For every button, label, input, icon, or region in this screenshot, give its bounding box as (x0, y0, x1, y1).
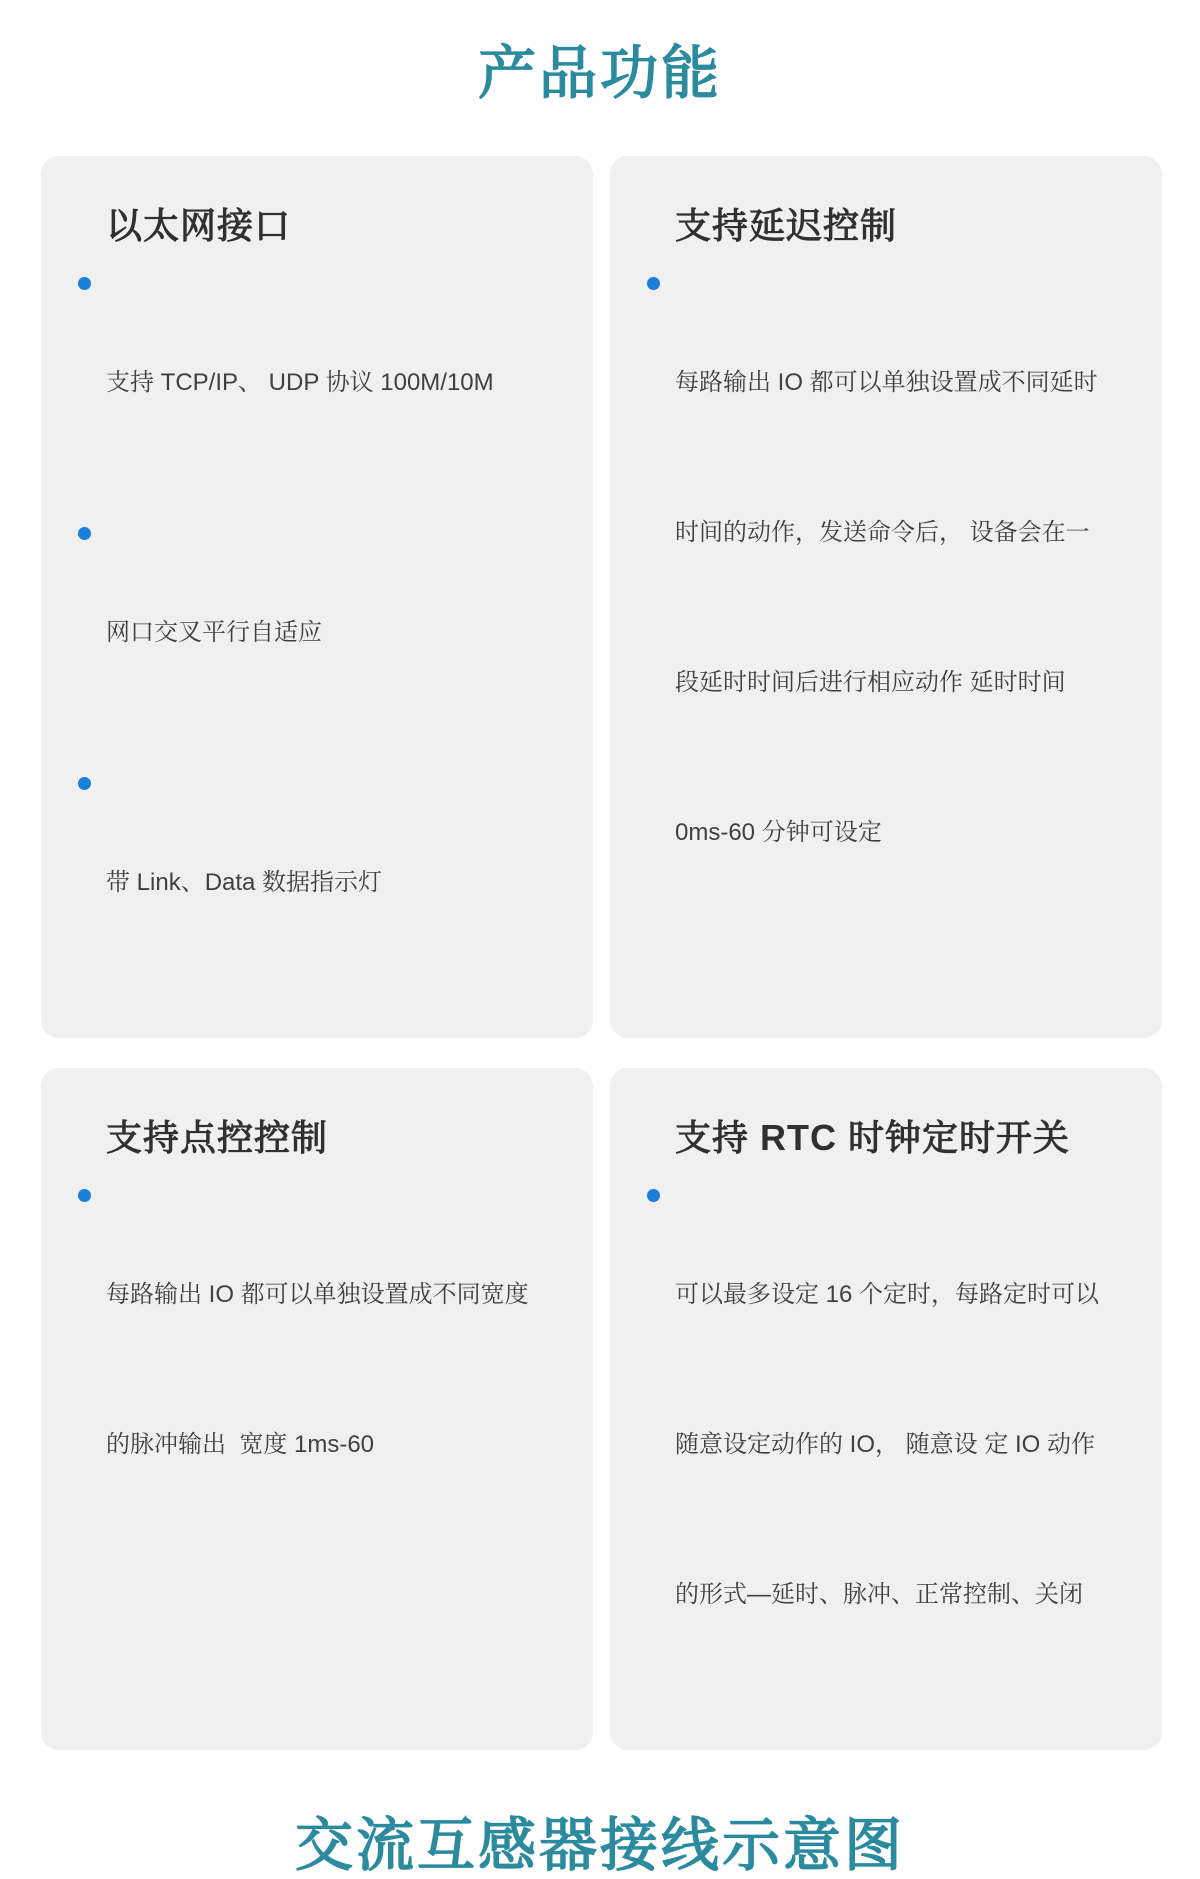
bullet-line: 可以最多设定 16 个定时，每路定时可以 (675, 1281, 1100, 1308)
bullet-dot-icon (647, 277, 660, 290)
feature-card-delay-control (610, 156, 1162, 1038)
bullet-line: 支持 TCP/IP、 UDP 协议 100M/10M (106, 369, 494, 396)
bullet-item (647, 1170, 1132, 1720)
bullet-line: 的形式—延时、脉冲、正常控制、关闭 (675, 1581, 1083, 1608)
bullet-item (78, 508, 563, 758)
card-title: 以太网接口 (106, 205, 292, 246)
bullet-item (647, 258, 1132, 958)
wiring-diagram-title: 交流互感器接线示意图 (294, 1813, 905, 1878)
bullet-line: 每路输出 IO 都可以单独设置成不同宽度 (106, 1281, 529, 1308)
page-title: 产品功能 (477, 41, 722, 106)
card-title: 支持 RTC 时钟定时开关 (675, 1117, 1070, 1158)
card-title: 支持延迟控制 (675, 205, 898, 246)
bullet-line: 的脉冲输出 宽度 1ms-60 (106, 1431, 375, 1458)
bullet-dot-icon (78, 277, 91, 290)
card-title: 支持点控控制 (106, 1117, 329, 1158)
bullet-item (78, 258, 563, 508)
bullet-line: 0ms-60 分钟可设定 (675, 819, 882, 846)
bullet-line: 带 Link、Data 数据指示灯 (106, 869, 383, 896)
feature-cards-grid (0, 156, 1200, 1750)
bullet-item (78, 758, 563, 1008)
feature-card-rtc-timer (610, 1068, 1162, 1750)
bullet-line: 时间的动作，发送命令后， 设备会在一 (675, 519, 1090, 546)
feature-card-point-control (41, 1068, 593, 1750)
bullet-dot-icon (78, 527, 91, 540)
bullet-dot-icon (647, 1189, 660, 1202)
feature-card-ethernet (41, 156, 593, 1038)
bullet-line: 网口交叉平行自适应 (106, 619, 322, 646)
bullet-item (78, 1170, 563, 1570)
bullet-line: 段延时时间后进行相应动作 延时时间 (675, 669, 1066, 696)
bullet-dot-icon (78, 1189, 91, 1202)
bullet-line: 每路输出 IO 都可以单独设置成不同延时 (675, 369, 1098, 396)
bullet-dot-icon (78, 777, 91, 790)
bullet-line: 随意设定动作的 IO， 随意设 定 IO 动作 (675, 1431, 1096, 1458)
